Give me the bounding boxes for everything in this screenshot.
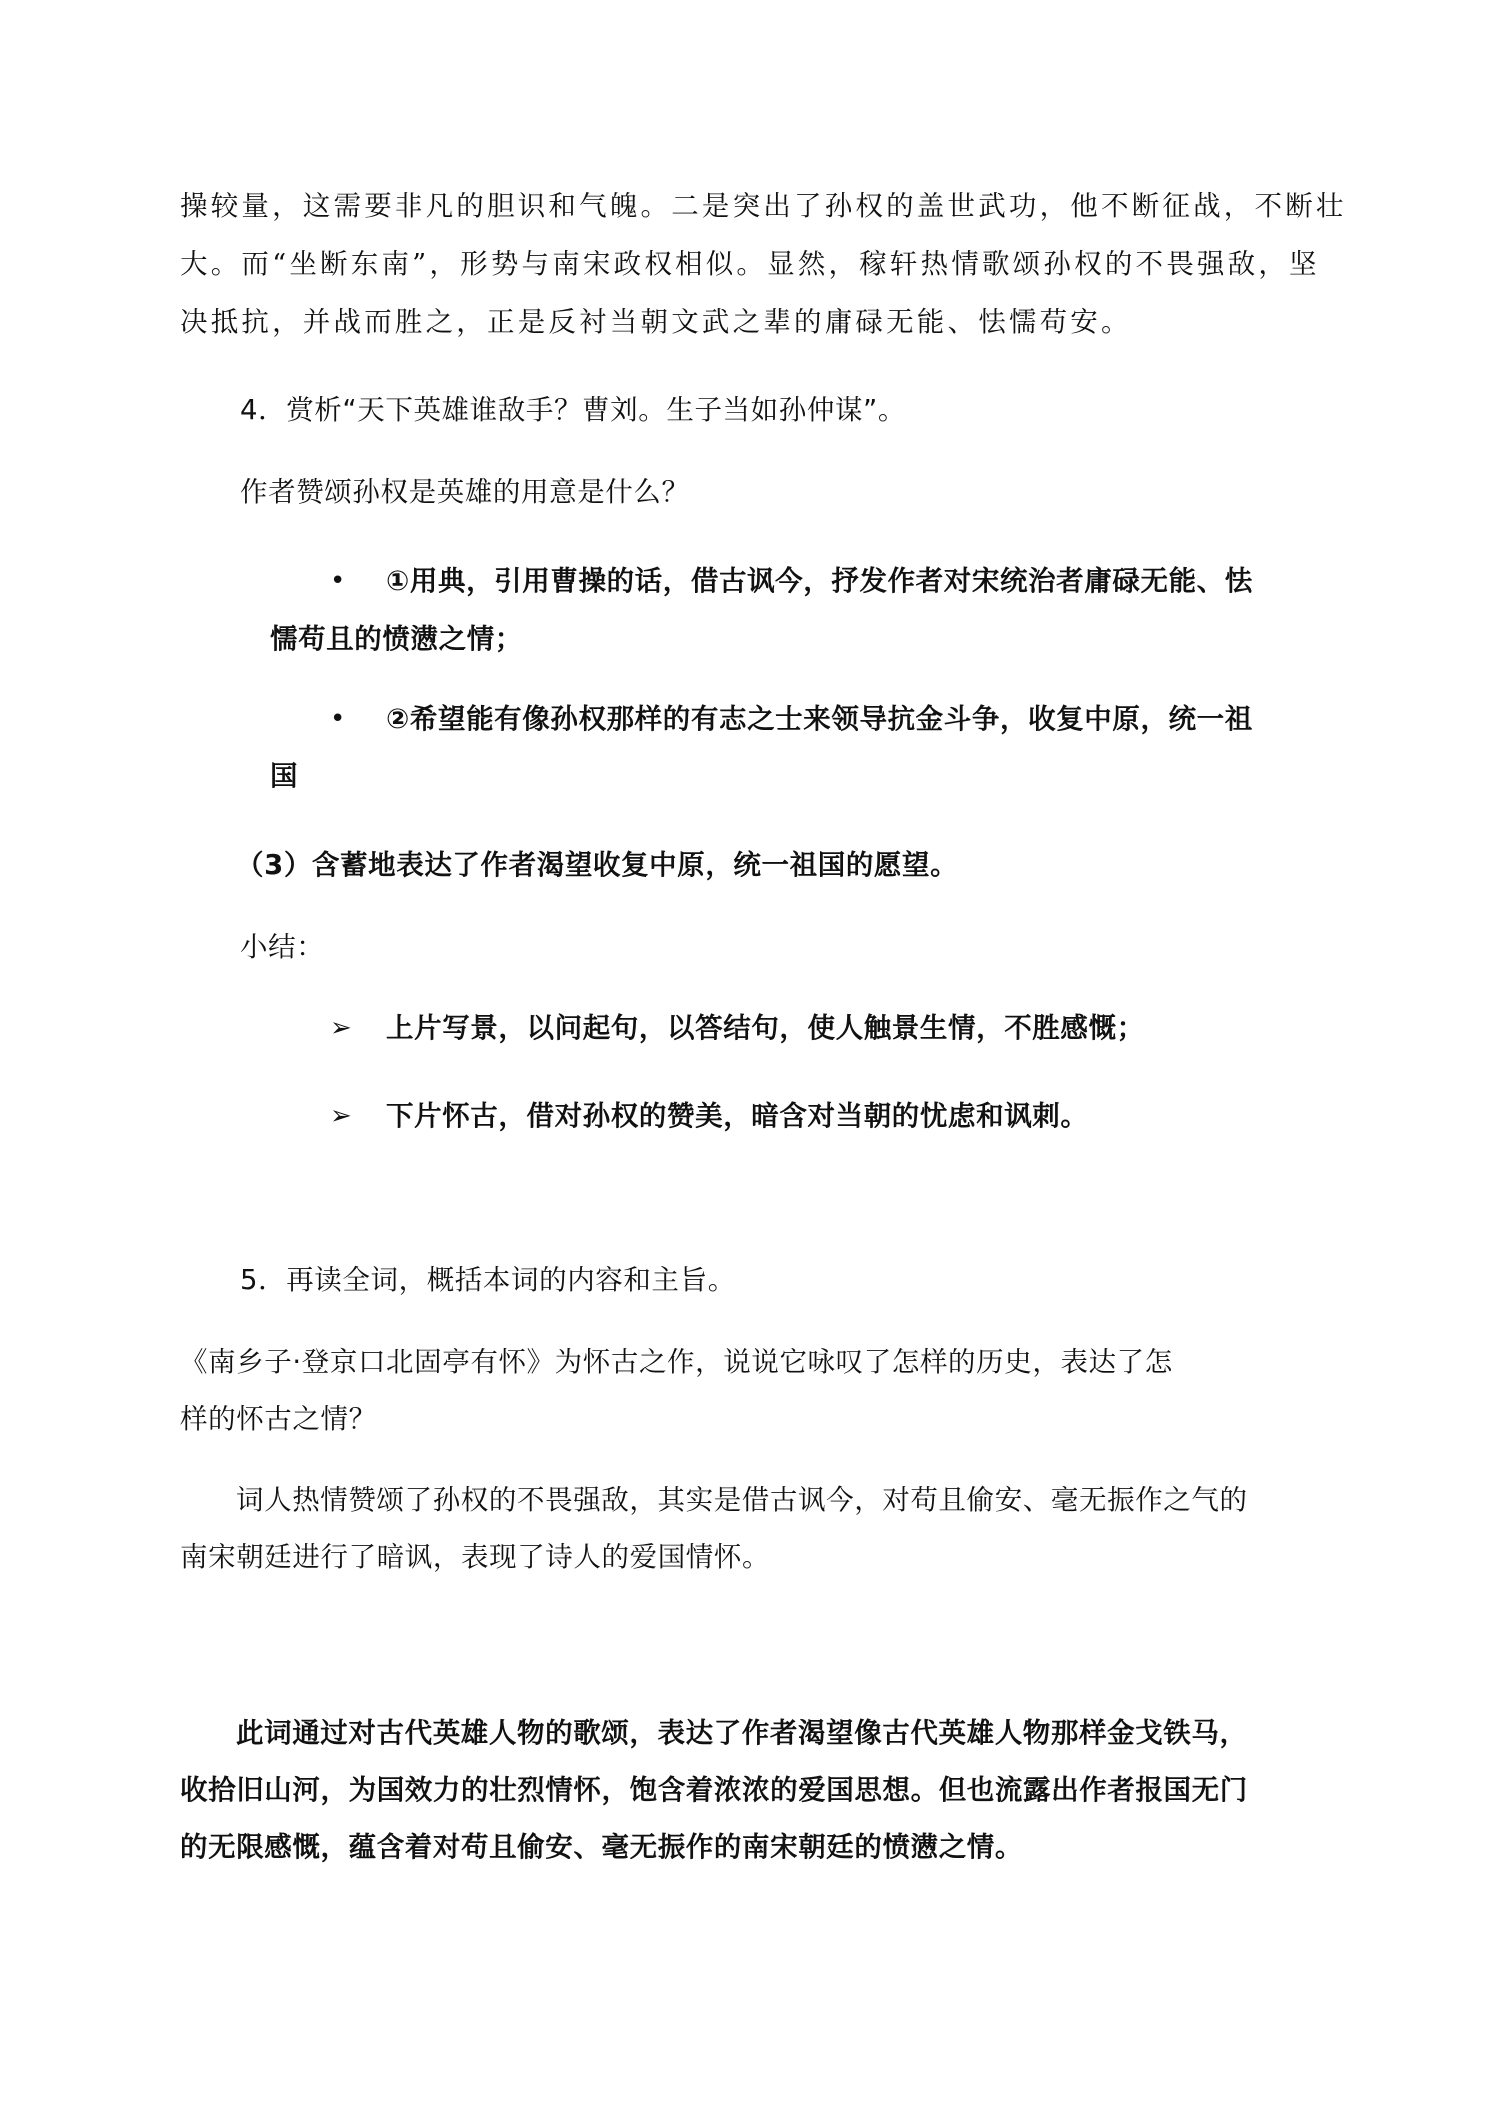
q4-bullet-2-line-1: ②希望能有像孙权那样的有志之士来领导抗金斗争，收复中原，统一祖 — [386, 703, 1253, 735]
conclusion-line-1: 此词通过对古代英雄人物的歌颂，表达了作者渴望像古代英雄人物那样金戈铁马， — [236, 1717, 1248, 1749]
q4-bullet-1-line-1: ①用典，引用曹操的话，借古讽今，抒发作者对宋统治者庸碌无能、怯 — [386, 565, 1253, 597]
q5-answer-line-2: 南宋朝廷进行了暗讽，表现了诗人的爱国情怀。 — [180, 1541, 771, 1573]
summary-item-1: 上片写景，以问起句，以答结句，使人触景生情，不胜感慨； — [386, 1012, 1145, 1044]
q4-question: 作者赞颂孙权是英雄的用意是什么？ — [240, 476, 690, 508]
bullet-icon: • — [330, 566, 346, 596]
analysis-line-1: 操较量，这需要非凡的胆识和气魄。二是突出了孙权的盖世武功，他不断征战，不断壮 — [180, 190, 1347, 222]
q4-bullet-2-line-2: 国 — [270, 760, 299, 792]
summary-label: 小结： — [240, 931, 325, 963]
conclusion-line-3: 的无限感慨，蕴含着对苟且偷安、毫无振作的南宋朝廷的愤懑之情。 — [180, 1831, 1023, 1863]
arrow-bullet-icon: ➢ — [330, 1013, 352, 1043]
q4-bullet-1-line-2: 懦苟且的愤懑之情； — [270, 623, 523, 655]
q5-question-line-1: 《南乡子·登京口北固亭有怀》为怀古之作，说说它咏叹了怎样的历史，表达了怎 — [180, 1346, 1173, 1378]
analysis-line-2: 大。而“坐断东南”，形势与南宋政权相似。显然，稼轩热情歌颂孙权的不畏强敌，坚 — [180, 248, 1320, 280]
q4-title: 4．赏析“天下英雄谁敌手？曹刘。生子当如孙仲谋”。 — [240, 394, 906, 426]
q5-title: 5．再读全词，概括本词的内容和主旨。 — [240, 1264, 736, 1296]
q5-question-line-2: 样的怀古之情？ — [180, 1403, 377, 1435]
q4-point-3: （3）含蓄地表达了作者渴望收复中原，统一祖国的愿望。 — [236, 849, 959, 881]
q5-answer-line-1: 词人热情赞颂了孙权的不畏强敌，其实是借古讽今，对苟且偷安、毫无振作之气的 — [236, 1484, 1248, 1516]
bullet-icon: • — [330, 704, 346, 734]
arrow-bullet-icon: ➢ — [330, 1101, 352, 1131]
analysis-line-3: 决抵抗，并战而胜之，正是反衬当朝文武之辈的庸碌无能、怯懦苟安。 — [180, 306, 1132, 338]
conclusion-line-2: 收拾旧山河，为国效力的壮烈情怀，饱含着浓浓的爱国思想。但也流露出作者报国无门 — [180, 1774, 1248, 1806]
summary-item-2: 下片怀古，借对孙权的赞美，暗含对当朝的忧虑和讽刺。 — [386, 1100, 1089, 1132]
